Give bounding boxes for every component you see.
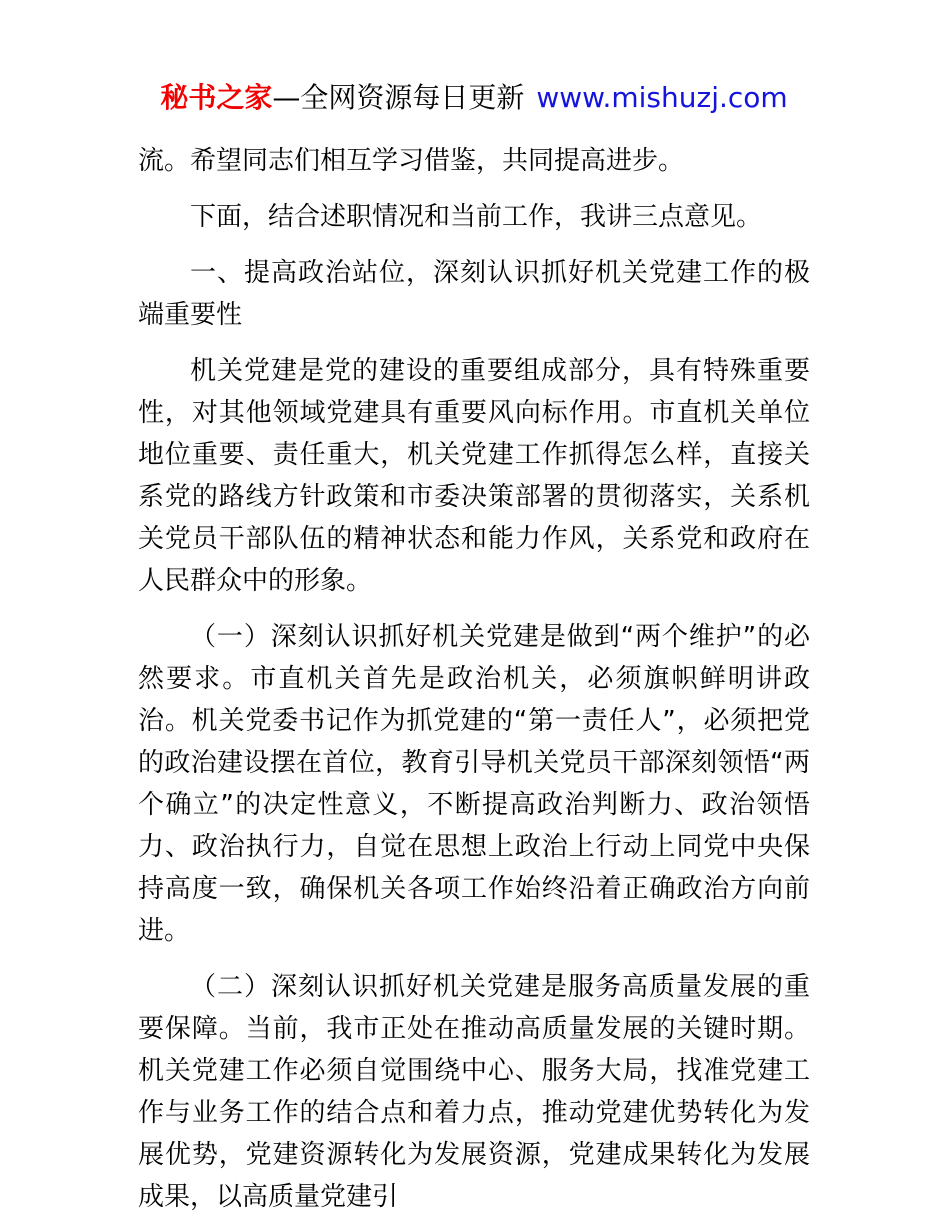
- document-body: [138, 140, 810, 1218]
- paragraph-intro: 下面，结合述职情况和当前工作，我讲三点意见。: [190, 202, 763, 232]
- site-url-link[interactable]: www.mishuzj.com: [536, 81, 788, 114]
- section-heading-one: 一、提高政治站位，深刻认识抓好机关党建工作的极端重要性: [138, 258, 810, 330]
- paragraph-continuation: 流。希望同志们相互学习借鉴，共同提高进步。: [138, 146, 685, 176]
- site-header: [138, 80, 810, 116]
- site-name: 秘书之家: [160, 81, 273, 114]
- paragraph-subsection-two: （二）深刻认识抓好机关党建是服务高质量发展的重要保障。当前，我市正处在推动高质量发展的关键时期。机关党建工作必须自觉围绕中心、服务大局，找准党建工作与业务工作的结合点和着力点，推动党建优势转化为发展优势，党建资源转化为发展资源，党建成果转化为发展成果，以高质量党建引: [138, 972, 810, 1212]
- paragraph-importance: 机关党建是党的建设的重要组成部分，具有特殊重要性，对其他领域党建具有重要风向标作用。市直机关单位地位重要、责任重大，机关党建工作抓得怎么样，直接关系党的路线方针政策和市委决策部署的贯彻落实，关系机关党员干部队伍的精神状态和能力作风，关系党和政府在人民群众中的形象。: [138, 356, 810, 596]
- paragraph-subsection-one: （一）深刻认识抓好机关党建是做到“两个维护”的必然要求。市直机关首先是政治机关，必须旗帜鲜明讲政治。机关党委书记作为抓党建的“第一责任人”，必须把党的政治建设摆在首位，教育引导机关党员干部深刻领悟“两个确立”的决定性意义，不断提高政治判断力、政治领悟力、政治执行力，自觉在思想上政治上行动上同党中央保持高度一致，确保机关各项工作始终沿着正确政治方向前进。: [138, 622, 810, 946]
- header-tagline: 全网资源每日更新: [300, 81, 525, 114]
- header-separator-dash: —: [272, 81, 301, 114]
